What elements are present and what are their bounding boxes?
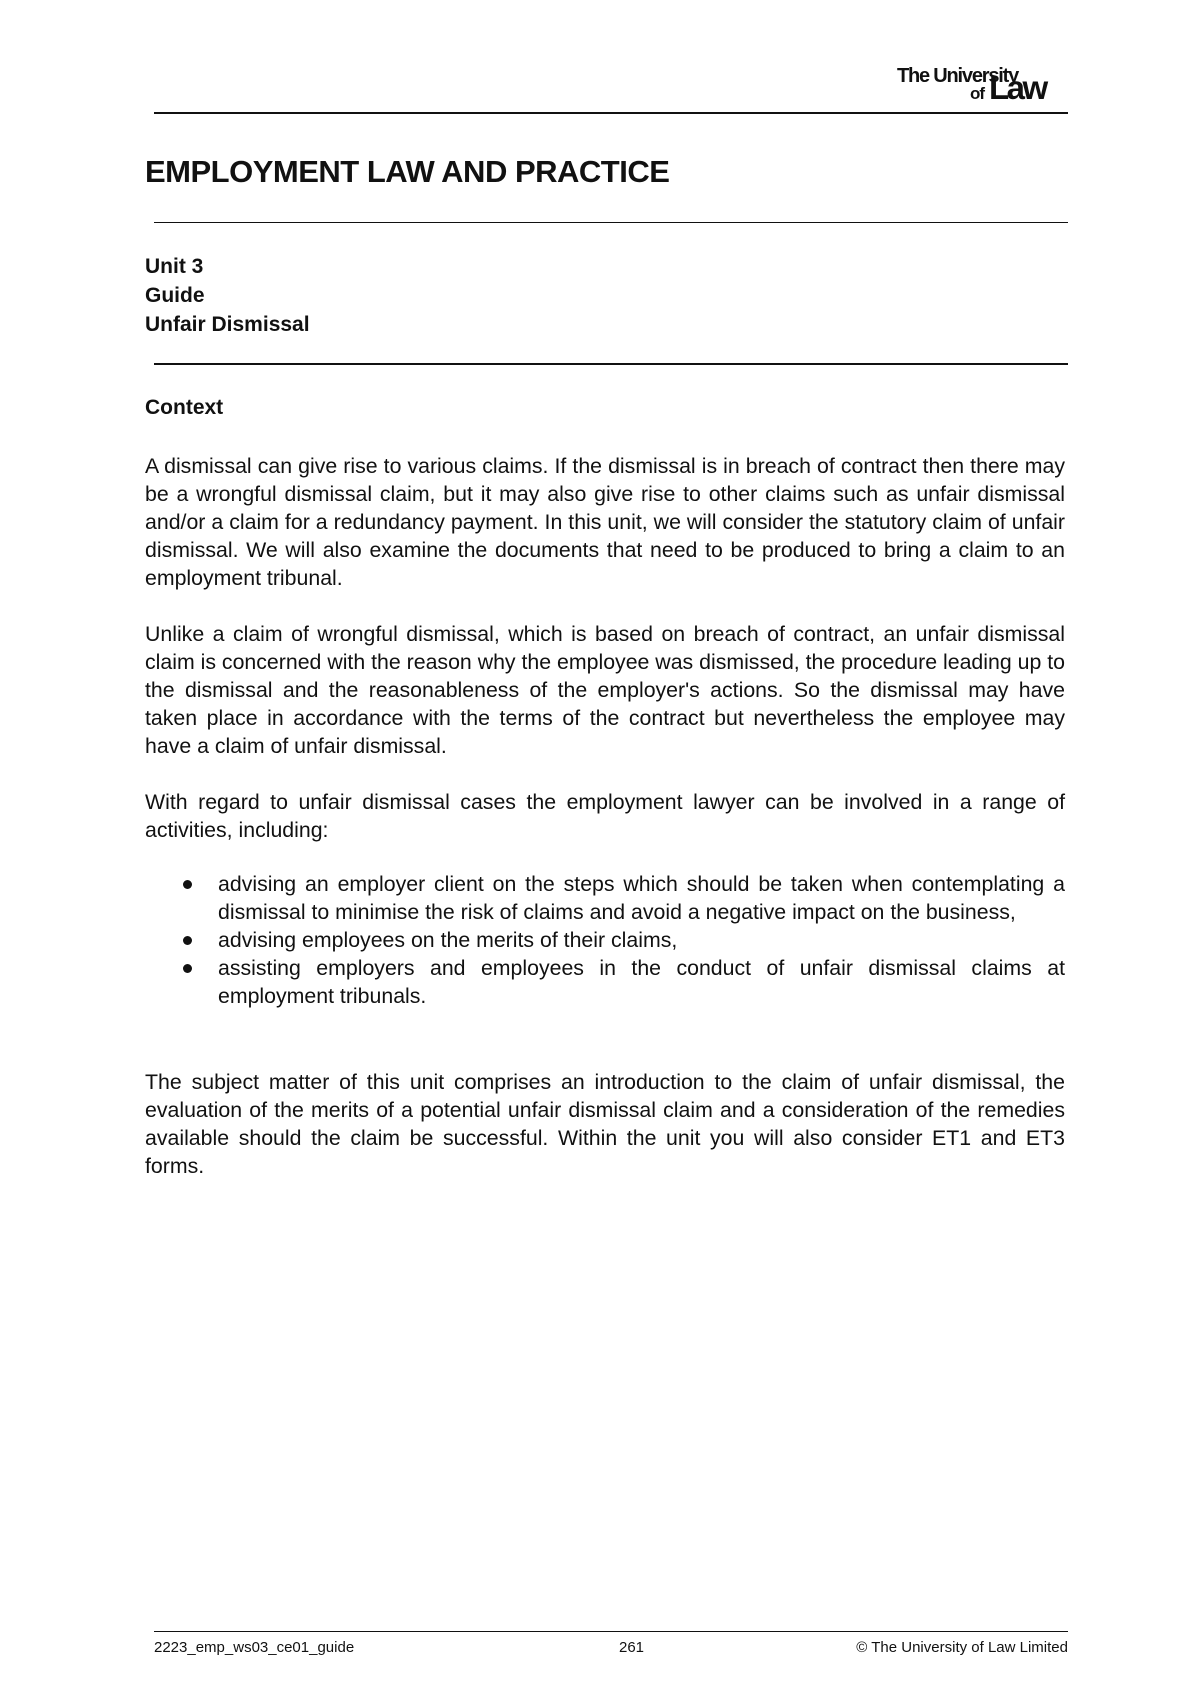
footer-doc-code: 2223_emp_ws03_ce01_guide — [154, 1639, 355, 1656]
unit-topic: Unfair Dismissal — [145, 313, 310, 336]
footer-copyright: © The University of Law Limited — [856, 1639, 1068, 1656]
logo-line1: The University — [896, 65, 1018, 87]
footer-rule — [154, 1631, 1068, 1632]
header-rule — [154, 112, 1068, 114]
logo-of: of — [970, 84, 985, 103]
context-paragraph-4: The subject matter of this unit comprises an introduction to the claim of unfair dismissal, the evaluation of the merits of a potential unfair dismissal claim and a consideration of the remedies available should the claim be successful. Within the unit you will also consider ET1 and ET3 forms. — [145, 1070, 1065, 1178]
list-item — [145, 870, 1065, 926]
list-item — [145, 926, 1065, 954]
university-of-law-logo — [860, 66, 1070, 106]
context-paragraph-3: With regard to unfair dismissal cases the employment lawyer can be involved in a range of activities, including: — [145, 790, 1065, 842]
activities-list — [145, 870, 1065, 1010]
unit-info — [145, 252, 310, 339]
list-item-text: advising employees on the merits of their claims, — [218, 928, 678, 952]
list-item-text: assisting employers and employees in the conduct of unfair dismissal claims at employment tribunals. — [218, 956, 1065, 1008]
title-rule — [154, 222, 1068, 223]
footer-page-number: 261 — [619, 1639, 645, 1656]
bullet-icon — [183, 964, 192, 973]
logo-law: Law — [989, 69, 1046, 106]
unit-number: Unit 3 — [145, 255, 204, 278]
page-footer — [154, 1633, 1068, 1657]
list-item-text: advising an employer client on the steps which should be taken when contemplating a dismissal to minimise the risk of claims and avoid a negative impact on the business, — [218, 872, 1065, 924]
document-title: EMPLOYMENT LAW AND PRACTICE — [145, 154, 670, 189]
unit-rule — [154, 363, 1068, 365]
bullet-icon — [183, 936, 192, 945]
context-paragraph-1: A dismissal can give rise to various claims. If the dismissal is in breach of contract then there may be a wrongful dismissal claim, but it may also give rise to other claims such as unfair dismissal and/or a claim for a redundancy payment. In this unit, we will consider the statutory claim of unfair dismissal. We will also examine the documents that need to be produced to bring a claim to an employment tribunal. — [145, 454, 1065, 590]
context-heading: Context — [145, 396, 224, 419]
bullet-icon — [183, 880, 192, 889]
context-paragraph-2: Unlike a claim of wrongful dismissal, which is based on breach of contract, an unfair dismissal claim is concerned with the reason why the employee was dismissed, the procedure leading up to the dismissal and the reasonableness of the employer's actions. So the dismissal may have taken place in accordance with the terms of the contract but nevertheless the employee may have a claim of unfair dismissal. — [145, 622, 1065, 758]
list-item — [145, 954, 1065, 1010]
unit-type: Guide — [145, 284, 205, 307]
